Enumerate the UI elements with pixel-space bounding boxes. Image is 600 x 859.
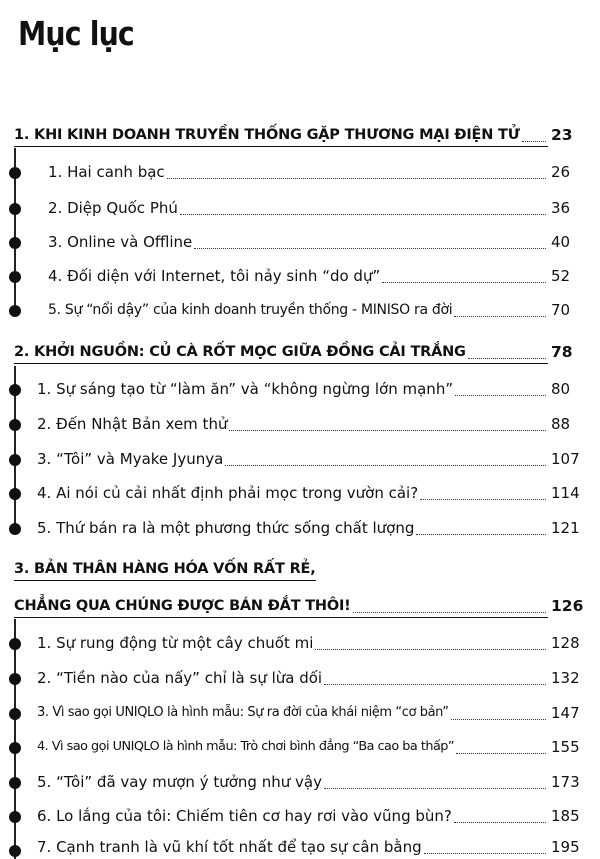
toc-section-2[interactable] xyxy=(14,343,573,364)
dot-leader xyxy=(194,236,546,249)
dot-leader xyxy=(180,202,546,215)
toc-section-1[interactable] xyxy=(14,126,573,147)
toc-entry-label: 4. Ai nói củ cải nhất định phải mọc trong vườn cải? xyxy=(37,484,419,502)
dot-leader xyxy=(324,672,546,685)
bullet-icon xyxy=(9,305,21,317)
bullet-icon xyxy=(9,237,21,249)
toc-entry-label: 6. Lo lắng của tôi: Chiếm tiên cơ hay rơi vào vũng bùn? xyxy=(37,807,452,825)
toc-entry[interactable] xyxy=(37,838,580,856)
dot-leader xyxy=(468,346,546,359)
bullet-icon xyxy=(9,523,21,535)
bullet-icon xyxy=(9,454,21,466)
toc-section-title: 2. KHỞI NGUỒN: CỦ CÀ RỐT MỌC GIỮA ĐỒNG CẢI TRẮNG xyxy=(14,344,466,360)
dot-leader xyxy=(456,741,546,754)
bullet-icon xyxy=(9,742,21,754)
bullet-icon xyxy=(9,488,21,500)
toc-page-number: 126 xyxy=(551,597,584,615)
toc-section-3-line1[interactable] xyxy=(14,560,316,581)
toc-section-title: CHẲNG QUA CHÚNG ĐƯỢC BÁN ĐẮT THÔI! xyxy=(14,598,351,614)
toc-page-number: 36 xyxy=(551,199,571,217)
bullet-icon xyxy=(9,638,21,650)
toc-entry[interactable] xyxy=(48,233,571,251)
bullet-icon xyxy=(9,419,21,431)
toc-section-title: 1. KHI KINH DOANH TRUYỀN THỐNG GẶP THƯƠNG MẠI ĐIỆN TỬ xyxy=(14,127,520,143)
toc-page-number: 23 xyxy=(551,126,573,144)
bullet-icon xyxy=(9,777,21,789)
toc-entry[interactable] xyxy=(37,380,571,398)
toc-section-title: 3. BẢN THÂN HÀNG HÓA VỐN RẤT RẺ, xyxy=(14,561,316,577)
dot-leader xyxy=(455,383,546,396)
toc-entry-label: 1. Sự sáng tạo từ “làm ăn” và “không ngừng lớn mạnh” xyxy=(37,380,454,398)
section-3-rail xyxy=(14,619,16,859)
toc-entry[interactable] xyxy=(48,301,571,319)
toc-page-number: 114 xyxy=(551,484,580,502)
bullet-icon xyxy=(9,811,21,823)
toc-entry-label: 1. Hai canh bạc xyxy=(48,163,165,181)
toc-page-number: 107 xyxy=(551,450,580,468)
bullet-icon xyxy=(9,271,21,283)
toc-entry-label: 2. “Tiền nào của nấy” chỉ là sự lừa dối xyxy=(37,669,323,687)
bullet-icon xyxy=(9,708,21,720)
toc-entry-label: 4. Vì sao gọi UNIQLO là hình mẫu: Trò chơi bình đẳng “Ba cao ba thấp” xyxy=(37,739,455,754)
toc-page-number: 88 xyxy=(551,415,571,433)
toc-page-number: 195 xyxy=(551,838,580,856)
toc-entry[interactable] xyxy=(37,738,580,756)
toc-entry-label: 3. Online và Offline xyxy=(48,233,193,251)
dot-leader xyxy=(353,600,546,613)
toc-entry[interactable] xyxy=(48,267,571,285)
dot-leader xyxy=(229,418,546,431)
page-title: Mục lục xyxy=(18,14,134,53)
toc-entry[interactable] xyxy=(37,450,580,468)
bullet-icon xyxy=(9,167,21,179)
toc-entry-label: 2. Đến Nhật Bản xem thử xyxy=(37,415,228,433)
toc-page-number: 128 xyxy=(551,634,580,652)
toc-page-number: 70 xyxy=(551,301,571,319)
toc-page-number: 40 xyxy=(551,233,571,251)
toc-entry-label: 5. Thứ bán ra là một phương thức sống chất lượng xyxy=(37,519,415,537)
dot-leader xyxy=(454,304,546,317)
toc-entry[interactable] xyxy=(37,807,580,825)
dot-leader xyxy=(416,522,546,535)
toc-entry-label: 2. Diệp Quốc Phú xyxy=(48,199,178,217)
toc-entry-label: 5. “Tôi” đã vay mượn ý tưởng như vậy xyxy=(37,773,322,791)
toc-entry[interactable] xyxy=(37,415,571,433)
toc-entry[interactable] xyxy=(37,669,580,687)
dot-leader xyxy=(420,487,546,500)
toc-entry-label: 3. Vì sao gọi UNIQLO là hình mẫu: Sự ra đời của khái niệm “cơ bản” xyxy=(37,705,449,720)
toc-page-number: 52 xyxy=(551,267,571,285)
dot-leader xyxy=(225,453,546,466)
toc-page-number: 185 xyxy=(551,807,580,825)
toc-entry-label: 5. Sự “nổi dậy” của kinh doanh truyền thống - MINISO ra đời xyxy=(48,302,453,318)
toc-entry[interactable] xyxy=(37,634,580,652)
bullet-icon xyxy=(9,673,21,685)
dot-leader xyxy=(315,637,546,650)
toc-page-number: 78 xyxy=(551,343,573,361)
dot-leader xyxy=(324,776,546,789)
toc-page-number: 132 xyxy=(551,669,580,687)
toc-entry-label: 1. Sự rung động từ một cây chuốt mi xyxy=(37,634,314,652)
toc-page-number: 121 xyxy=(551,519,580,537)
toc-page-number: 173 xyxy=(551,773,580,791)
bullet-icon xyxy=(9,845,21,857)
dot-leader xyxy=(522,129,546,142)
toc-entry[interactable] xyxy=(48,199,571,217)
dot-leader xyxy=(451,707,546,720)
toc-page-number: 155 xyxy=(551,738,580,756)
toc-section-3-line2[interactable] xyxy=(14,597,584,618)
dot-leader xyxy=(454,810,546,823)
bullet-icon xyxy=(9,203,21,215)
toc-entry[interactable] xyxy=(37,519,580,537)
toc-entry[interactable] xyxy=(37,484,580,502)
dot-leader xyxy=(424,841,546,854)
dot-leader xyxy=(167,166,546,179)
toc-entry[interactable] xyxy=(48,163,571,181)
toc-entry[interactable] xyxy=(37,773,580,791)
toc-page-number: 80 xyxy=(551,380,571,398)
dot-leader xyxy=(382,270,546,283)
toc-entry-label: 3. “Tôi” và Myake Jyunya xyxy=(37,450,224,468)
toc-page-number: 26 xyxy=(551,163,571,181)
bullet-icon xyxy=(9,384,21,396)
toc-entry[interactable] xyxy=(37,704,580,722)
toc-entry-label: 4. Đối diện với Internet, tôi nảy sinh “do dự” xyxy=(48,267,381,285)
toc-page-number: 147 xyxy=(551,704,580,722)
toc-entry-label: 7. Cạnh tranh là vũ khí tốt nhất để tạo sự cân bằng xyxy=(37,838,422,856)
